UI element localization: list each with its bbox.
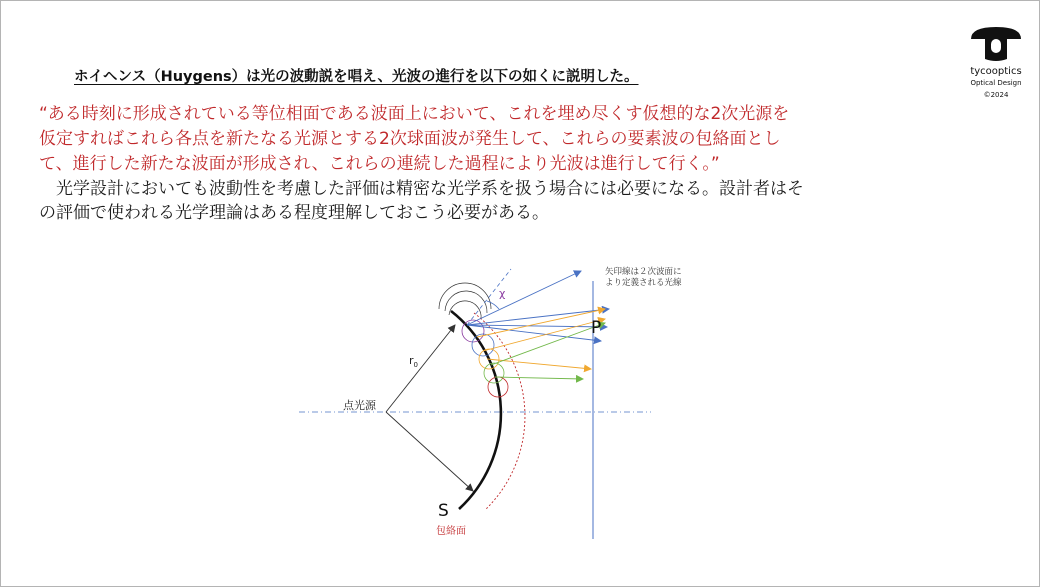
- radius-vector-upper: [386, 325, 455, 412]
- logo-subtitle: Optical Design: [970, 79, 1022, 87]
- ray-blue: [467, 271, 581, 325]
- radius-vector-lower: [386, 412, 473, 491]
- secondary-wavelet: [439, 283, 491, 309]
- ray-blue: [467, 325, 601, 341]
- note-line: 光学設計においても波動性を考慮した評価は精密な光学系を扱う場合には必要になる。設計者はそ: [39, 179, 804, 199]
- annotation-line: 矢印線は２次波面に: [605, 267, 682, 277]
- annotation-line: より定義される光線: [605, 278, 682, 288]
- quote-line: “ある時刻に形成されている等位相面である波面上において、これを埋め尽くす仮想的な2次光源を: [39, 104, 790, 124]
- label-point-source: 点光源: [343, 399, 376, 412]
- label-r0-main: r: [409, 354, 414, 367]
- ray-orange: [483, 319, 605, 351]
- label-S: S: [438, 501, 449, 521]
- design-note: [39, 177, 939, 225]
- logo-brand: tycooptics: [970, 66, 1022, 77]
- slide-heading: ホイヘンス（Huygens）は光の波動説を唱え、光波の進行を以下の如くに説明した。: [74, 69, 639, 85]
- label-r0: [409, 354, 418, 369]
- secondary-wave-circle: [472, 334, 494, 356]
- label-chi: χ: [499, 287, 506, 300]
- ray-blue: [467, 309, 609, 325]
- note-line: の評価で使われる光学理論はある程度理解しておこう必要がある。: [39, 203, 549, 223]
- label-P: P: [591, 318, 602, 338]
- quote-line: 仮定すればこれら各点を新たなる光源とする2次球面波が発生して、これらの要素波の包絡面とし: [39, 129, 781, 149]
- label-envelope: 包絡面: [436, 526, 466, 537]
- chi-angle-arc: [487, 301, 499, 309]
- huygens-quote: [39, 102, 939, 177]
- huygens-diagram: [291, 261, 711, 541]
- label-r0-subscript: 0: [413, 361, 418, 369]
- ray-green: [495, 377, 583, 379]
- quote-line: て、進行した新たな波面が形成され、これらの連続した過程により光波は進行して行く。”: [39, 154, 720, 174]
- secondary-wavelet: [449, 301, 481, 319]
- brand-logo: [963, 23, 1029, 99]
- huygens-diagram-svg: [291, 261, 711, 541]
- tycooptics-logo-icon: [969, 23, 1023, 63]
- ray-orange: [477, 309, 605, 337]
- ray-blue: [467, 325, 607, 327]
- secondary-wavelet: [445, 291, 487, 313]
- logo-copyright: ©2024: [983, 91, 1009, 99]
